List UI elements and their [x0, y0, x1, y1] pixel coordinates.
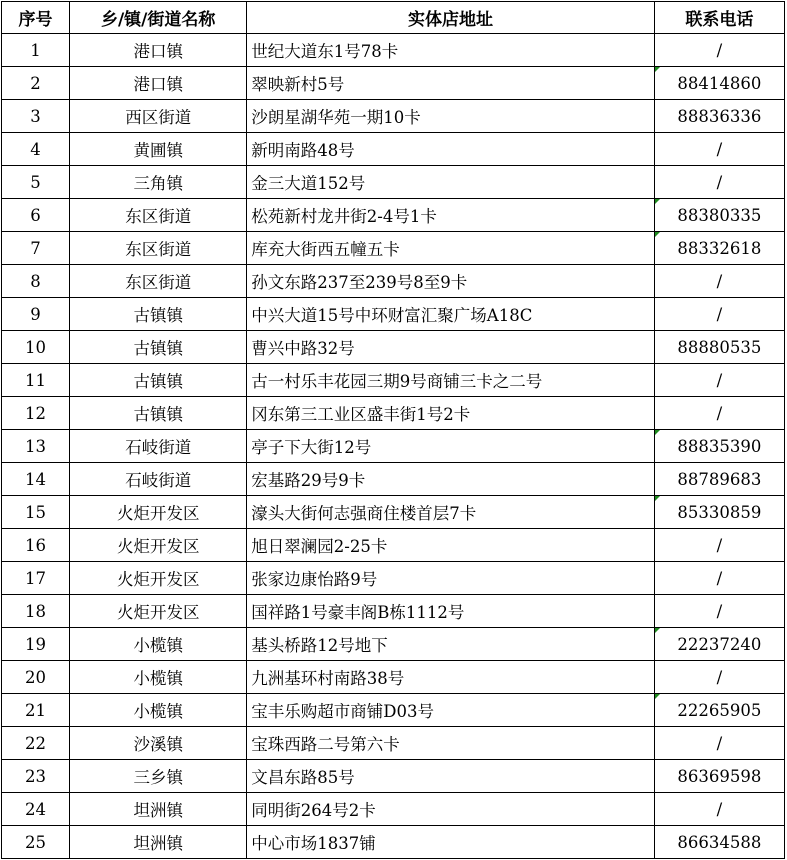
cell-no[interactable]: 13 [2, 430, 70, 463]
cell-address[interactable]: 中心市场1837铺 [247, 826, 655, 859]
cell-no[interactable]: 4 [2, 133, 70, 166]
table-row [2, 100, 785, 133]
cell-town[interactable]: 西区街道 [70, 100, 247, 133]
cell-phone[interactable]: / [654, 562, 784, 595]
cell-phone[interactable]: 85330859 [654, 496, 784, 529]
cell-address[interactable]: 九洲基环村南路38号 [247, 661, 655, 694]
cell-phone[interactable]: / [654, 298, 784, 331]
header-phone: 联系电话 [654, 2, 784, 34]
cell-town[interactable]: 三乡镇 [70, 760, 247, 793]
cell-no[interactable]: 6 [2, 199, 70, 232]
cell-phone[interactable]: / [654, 727, 784, 760]
cell-town[interactable]: 沙溪镇 [70, 727, 247, 760]
cell-phone[interactable]: / [654, 397, 784, 430]
cell-town[interactable]: 坦洲镇 [70, 793, 247, 826]
cell-town[interactable]: 小榄镇 [70, 661, 247, 694]
cell-address[interactable]: 宝丰乐购超市商铺D03号 [247, 694, 655, 727]
cell-phone[interactable]: / [654, 34, 784, 67]
cell-town[interactable]: 三角镇 [70, 166, 247, 199]
header-address: 实体店地址 [247, 2, 655, 34]
cell-town[interactable]: 古镇镇 [70, 298, 247, 331]
cell-address[interactable]: 宏基路29号9卡 [247, 463, 655, 496]
table-row [2, 331, 785, 364]
table-row [2, 727, 785, 760]
cell-town[interactable]: 港口镇 [70, 34, 247, 67]
cell-address[interactable]: 新明南路48号 [247, 133, 655, 166]
cell-no[interactable]: 20 [2, 661, 70, 694]
table-row [2, 463, 785, 496]
table-row [2, 199, 785, 232]
cell-phone[interactable]: 88789683 [654, 463, 784, 496]
cell-town[interactable]: 东区街道 [70, 232, 247, 265]
cell-town[interactable]: 小榄镇 [70, 694, 247, 727]
cell-town[interactable]: 港口镇 [70, 67, 247, 100]
cell-phone[interactable]: / [654, 364, 784, 397]
table-body [2, 34, 785, 859]
cell-no[interactable]: 3 [2, 100, 70, 133]
cell-phone[interactable]: 22237240 [654, 628, 784, 661]
cell-town[interactable]: 石岐街道 [70, 463, 247, 496]
cell-address[interactable]: 中兴大道15号中环财富汇聚广场A18C [247, 298, 655, 331]
table-row [2, 67, 785, 100]
cell-no[interactable]: 23 [2, 760, 70, 793]
cell-no[interactable]: 2 [2, 67, 70, 100]
cell-address[interactable]: 宝珠西路二号第六卡 [247, 727, 655, 760]
header-town: 乡/镇/街道名称 [70, 2, 247, 34]
cell-address[interactable]: 翠映新村5号 [247, 67, 655, 100]
cell-phone[interactable]: / [654, 661, 784, 694]
cell-address[interactable]: 库充大街西五幢五卡 [247, 232, 655, 265]
cell-no[interactable]: 18 [2, 595, 70, 628]
cell-phone[interactable]: / [654, 793, 784, 826]
cell-no[interactable]: 25 [2, 826, 70, 859]
table-row [2, 232, 785, 265]
table-row [2, 298, 785, 331]
cell-town[interactable]: 黄圃镇 [70, 133, 247, 166]
cell-town[interactable]: 小榄镇 [70, 628, 247, 661]
cell-address[interactable]: 沙朗星湖华苑一期10卡 [247, 100, 655, 133]
cell-address[interactable]: 孙文东路237至239号8至9卡 [247, 265, 655, 298]
header-no: 序号 [2, 2, 70, 34]
cell-phone[interactable]: 88332618 [654, 232, 784, 265]
cell-address[interactable]: 冈东第三工业区盛丰街1号2卡 [247, 397, 655, 430]
cell-phone[interactable]: 86369598 [654, 760, 784, 793]
cell-no[interactable]: 9 [2, 298, 70, 331]
cell-phone[interactable]: / [654, 529, 784, 562]
cell-phone[interactable]: / [654, 166, 784, 199]
cell-town[interactable]: 坦洲镇 [70, 826, 247, 859]
cell-phone[interactable]: 22265905 [654, 694, 784, 727]
cell-town[interactable]: 火炬开发区 [70, 529, 247, 562]
table-row [2, 430, 785, 463]
cell-phone[interactable]: 88835390 [654, 430, 784, 463]
table-row [2, 364, 785, 397]
cell-no[interactable]: 11 [2, 364, 70, 397]
cell-no[interactable]: 24 [2, 793, 70, 826]
cell-address[interactable]: 张家边康怡路9号 [247, 562, 655, 595]
cell-no[interactable]: 8 [2, 265, 70, 298]
table-row [2, 34, 785, 67]
cell-phone[interactable]: 88836336 [654, 100, 784, 133]
cell-no[interactable]: 22 [2, 727, 70, 760]
cell-address[interactable]: 亭子下大街12号 [247, 430, 655, 463]
cell-address[interactable]: 金三大道152号 [247, 166, 655, 199]
cell-no[interactable]: 17 [2, 562, 70, 595]
cell-phone[interactable]: / [654, 133, 784, 166]
cell-address[interactable]: 濠头大街何志强商住楼首层7卡 [247, 496, 655, 529]
cell-no[interactable]: 1 [2, 34, 70, 67]
cell-phone[interactable]: / [654, 265, 784, 298]
cell-no[interactable]: 19 [2, 628, 70, 661]
cell-town[interactable]: 石岐街道 [70, 430, 247, 463]
table-row [2, 793, 785, 826]
cell-address[interactable]: 国祥路1号豪丰阁B栋1112号 [247, 595, 655, 628]
table-row [2, 133, 785, 166]
cell-town[interactable]: 火炬开发区 [70, 562, 247, 595]
cell-no[interactable]: 7 [2, 232, 70, 265]
table-row [2, 595, 785, 628]
table-row [2, 760, 785, 793]
cell-town[interactable]: 古镇镇 [70, 397, 247, 430]
cell-no[interactable]: 12 [2, 397, 70, 430]
cell-phone[interactable]: 88880535 [654, 331, 784, 364]
cell-no[interactable]: 5 [2, 166, 70, 199]
cell-address[interactable]: 同明街264号2卡 [247, 793, 655, 826]
cell-phone[interactable]: 88414860 [654, 67, 784, 100]
cell-no[interactable]: 16 [2, 529, 70, 562]
cell-phone[interactable]: / [654, 595, 784, 628]
table-row [2, 529, 785, 562]
cell-address[interactable]: 旭日翠澜园2-25卡 [247, 529, 655, 562]
table-row [2, 496, 785, 529]
cell-town[interactable]: 东区街道 [70, 199, 247, 232]
table-row [2, 166, 785, 199]
table-row [2, 661, 785, 694]
cell-address[interactable]: 古一村乐丰花园三期9号商铺三卡之二号 [247, 364, 655, 397]
table-row [2, 694, 785, 727]
cell-town[interactable]: 东区街道 [70, 265, 247, 298]
table-row [2, 628, 785, 661]
cell-address[interactable]: 松苑新村龙井街2-4号1卡 [247, 199, 655, 232]
cell-phone[interactable]: 88380335 [654, 199, 784, 232]
table-row [2, 562, 785, 595]
cell-no[interactable]: 10 [2, 331, 70, 364]
store-address-table [1, 1, 785, 859]
cell-address[interactable]: 世纪大道东1号78卡 [247, 34, 655, 67]
cell-address[interactable]: 曹兴中路32号 [247, 331, 655, 364]
cell-no[interactable]: 14 [2, 463, 70, 496]
cell-no[interactable]: 15 [2, 496, 70, 529]
cell-town[interactable]: 火炬开发区 [70, 496, 247, 529]
cell-phone[interactable]: 86634588 [654, 826, 784, 859]
table-row [2, 265, 785, 298]
header-row [2, 2, 785, 34]
cell-town[interactable]: 古镇镇 [70, 331, 247, 364]
table-row [2, 826, 785, 859]
cell-town[interactable]: 古镇镇 [70, 364, 247, 397]
cell-address[interactable]: 基头桥路12号地下 [247, 628, 655, 661]
cell-no[interactable]: 21 [2, 694, 70, 727]
table-row [2, 397, 785, 430]
cell-address[interactable]: 文昌东路85号 [247, 760, 655, 793]
cell-town[interactable]: 火炬开发区 [70, 595, 247, 628]
